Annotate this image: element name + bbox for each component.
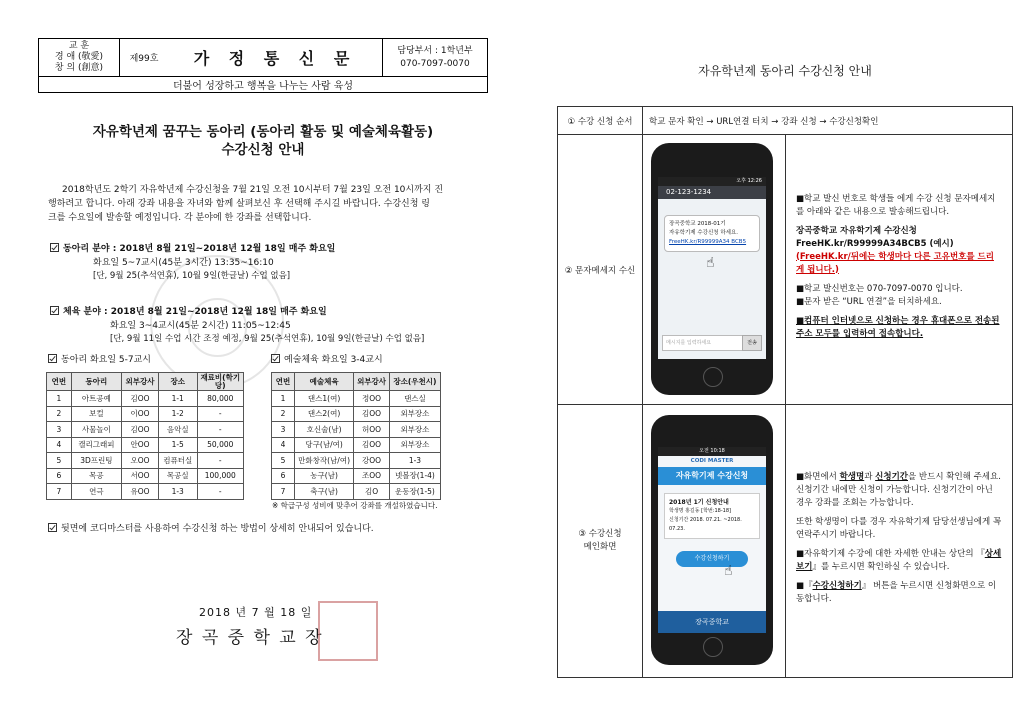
desc-text: ■학교 발신번호는 070-7097-0070 입니다. — [796, 283, 963, 294]
back-note-text: 뒷면에 코디마스터를 사용하여 수강신청 하는 방법이 상세히 안내되어 있습니다. — [61, 524, 374, 534]
signup-guide-table — [557, 106, 1013, 678]
table-cell: 1-2 — [158, 406, 197, 422]
step1-label: ① 수강 신청 순서 — [558, 107, 643, 135]
step3-description — [786, 405, 1013, 678]
desc-fragment: ■자유학기제 수강에 대한 자세한 안내는 상단의 『 — [796, 548, 985, 559]
table-cell: 1-3 — [389, 453, 440, 469]
table-cell: 7 — [272, 484, 295, 500]
table-cell: 1 — [47, 391, 72, 407]
checkbox-icon — [48, 354, 57, 363]
step3-label — [558, 405, 643, 678]
phone-screen — [658, 447, 766, 633]
desc-fragment: ■화면에서 — [796, 471, 840, 482]
period-row — [669, 516, 755, 534]
table-row — [272, 437, 441, 453]
table-cell: 유OO — [122, 484, 159, 500]
table-cell: 5 — [272, 453, 295, 469]
sms-bubble — [664, 215, 760, 252]
table-cell: 댄스2(여) — [294, 406, 353, 422]
desc-fragment: 』 버튼을 누르시면 신청화면으로 이동합니다. — [796, 580, 997, 604]
contact-info — [383, 39, 488, 77]
department: 담당부서 : 1학년부 — [397, 45, 473, 56]
table-cell: 강OO — [354, 453, 390, 469]
column-header: 외부강사 — [122, 373, 159, 391]
step3-phone-cell — [643, 405, 786, 678]
table-cell: 허OO — [354, 422, 390, 438]
intro-line: 크를 수요일에 발송할 예정입니다. 각 분야에 한 강좌를 선택합니다. — [48, 213, 312, 223]
step-row — [558, 405, 1013, 678]
principal-name: 장 곡 중 학 교 장 — [176, 628, 324, 648]
card-title: 2018년 1기 신청안내 — [669, 499, 729, 506]
newsletter-title: 가 정 통 신 문 — [168, 39, 383, 77]
table-row — [47, 484, 244, 500]
desc-fragment: ■『 — [796, 580, 813, 591]
send-button[interactable]: 전송 — [742, 335, 762, 351]
table-cell: 100,000 — [197, 468, 243, 484]
intro-line: 행하려고 합니다. 아래 강좌 내용을 자녀와 함께 살펴보신 후 선택해 주시길 바랍니다. 수강신청 링 — [48, 199, 430, 209]
arts-pe-table — [271, 372, 441, 500]
table-cell: 목공실 — [158, 468, 197, 484]
sms-link[interactable]: FreeHK.kr/R99999A34 BCB5 — [669, 239, 747, 245]
table-row — [47, 468, 244, 484]
desc-fragment: 을 반드시 확인해 주세요. 신청기간 내에만 신청이 가능합니다. 신청기간이 아닌 경우 강좌를 조회는 가능합니다. — [796, 471, 1001, 508]
table-cell: 아트공예 — [71, 391, 121, 407]
table1-title-text: 동아리 화요일 5-7교시 — [61, 355, 151, 365]
phone-mockup-main — [651, 415, 773, 665]
issue-number: 제99호 — [120, 39, 169, 77]
step3-label-line: ③ 수강신청 — [578, 529, 622, 539]
table-header-row — [47, 373, 244, 391]
desc-fragment: 과 — [864, 471, 876, 482]
column-header: 재료비(학기당) — [197, 373, 243, 391]
table-cell: 사물놀이 — [71, 422, 121, 438]
table-cell: 음악실 — [158, 422, 197, 438]
desc-emphasis: 수강신청하기 — [812, 580, 862, 591]
table-cell: 3 — [47, 422, 72, 438]
pe-note: [단, 9월 11일 수업 시간 조정 예정, 9월 25(추석연휴), 10월 9일(한글날) 수업 없음] — [110, 334, 425, 344]
table-row — [47, 422, 244, 438]
column-header: 동아리 — [71, 373, 121, 391]
phone-screen — [658, 177, 766, 359]
step-row — [558, 107, 1013, 135]
main-title: 자유학년제 꿈꾸는 동아리 (동아리 활동 및 예술체육활동) — [92, 124, 434, 140]
table-cell: 1 — [272, 391, 295, 407]
sms-text: 장곡중학교 2018-01기 — [669, 221, 726, 227]
phone-mockup-sms — [651, 143, 773, 395]
checkbox-icon — [50, 243, 59, 252]
table-cell: 안OO — [122, 437, 159, 453]
table-cell: 1-3 — [158, 484, 197, 500]
table-row — [272, 422, 441, 438]
table-row — [47, 437, 244, 453]
club-heading — [50, 242, 490, 256]
desc-emphasis: 상세보기 — [796, 548, 1002, 572]
info-card — [664, 493, 760, 539]
step2-description — [786, 135, 1013, 405]
table-cell: 김OO — [354, 406, 390, 422]
desc-warning: (FreeHK.kr/뒤에는 학생마다 다른 고유번호를 드리게 됩니다.) — [796, 251, 994, 275]
table-cell: 김OO — [354, 437, 390, 453]
school-footer: 장곡중학교 — [658, 611, 766, 633]
table-cell: 넷볼장(1-4) — [389, 468, 440, 484]
checkbox-icon — [50, 306, 59, 315]
checkbox-icon — [48, 523, 57, 532]
column-header: 연번 — [47, 373, 72, 391]
table-cell: 댄스1(여) — [294, 391, 353, 407]
guide-title: 자유학년제 동아리 수강신청 안내 — [698, 64, 872, 78]
app-banner: 자유학기제 수강신청 — [658, 467, 766, 485]
hand-pointer-icon: ☝ — [724, 563, 733, 579]
table-cell: 김O — [354, 484, 390, 500]
table2-note: ※ 학급구성 성비에 맞추어 강좌를 개설하였습니다. — [272, 501, 438, 510]
table-cell: 6 — [47, 468, 72, 484]
pe-heading — [50, 305, 490, 319]
intro-line: 2018학년도 2학기 자유학년제 수강신청을 7월 21일 오전 10시부터 7월 23일 오전 10시까지 진 — [62, 185, 444, 195]
table-cell: 4 — [272, 437, 295, 453]
table-header-row — [272, 373, 441, 391]
official-seal-stamp — [318, 601, 378, 661]
table-row — [272, 468, 441, 484]
club-section — [50, 242, 490, 283]
table-cell: 당구(남/여) — [294, 437, 353, 453]
table-cell: 서OO — [122, 468, 159, 484]
table-cell: 보컬 — [71, 406, 121, 422]
step2-label: ② 문자메세지 수신 — [558, 135, 643, 405]
table-cell: - — [197, 484, 243, 500]
home-button — [703, 367, 723, 387]
student-value: 홍길동 [학번:18-18] — [685, 508, 731, 514]
table-cell: - — [197, 406, 243, 422]
table-cell: 연극 — [71, 484, 121, 500]
main-subtitle: 수강신청 안내 — [221, 142, 305, 158]
table1-title — [48, 353, 151, 367]
intro-paragraph — [48, 183, 488, 225]
school-motto — [39, 39, 120, 77]
table-row — [272, 453, 441, 469]
table-cell: 외부장소 — [389, 406, 440, 422]
table-cell: 호신술(남) — [294, 422, 353, 438]
home-button — [703, 637, 723, 657]
table-cell: 6 — [272, 468, 295, 484]
table-cell: 농구(남) — [294, 468, 353, 484]
desc-fragment: 』를 누르시면 확인하실 수 있습니다. — [812, 561, 950, 572]
status-bar: 오전 10:18 — [658, 447, 766, 456]
table-cell: 오OO — [122, 453, 159, 469]
table-cell: 조OO — [354, 468, 390, 484]
table-row — [272, 484, 441, 500]
status-bar: 오후 12:26 — [658, 177, 766, 186]
desc-text: ■학교 발신 번호로 학생들 에게 수강 신청 문자메세지를 아래와 같은 내용으로 발송해드립니다. — [796, 193, 996, 217]
sms-text: 자유학기제 수강신청 하세요. — [669, 230, 739, 236]
phone-number: 070-7097-0070 — [400, 58, 470, 69]
table-cell: - — [197, 422, 243, 438]
table-cell: 정OO — [354, 391, 390, 407]
desc-emphasis: 신청기간 — [875, 471, 908, 482]
column-header: 외부강사 — [354, 373, 390, 391]
table2-title-text: 예술체육 화요일 3-4교시 — [284, 355, 383, 365]
table-row — [272, 406, 441, 422]
table-cell: 이OO — [122, 406, 159, 422]
step1-content: 학교 문자 확인 → URL연결 터치 → 강좌 신청 → 수강신청확인 — [643, 107, 1013, 135]
column-header: 예술체육 — [294, 373, 353, 391]
table-row — [47, 453, 244, 469]
pe-time: 화요일 3~4교시(45분 2시간) 11:05~12:45 — [110, 321, 291, 331]
table-cell: 외부장소 — [389, 437, 440, 453]
table-row — [47, 406, 244, 422]
step2-phone-cell — [643, 135, 786, 405]
apply-button[interactable]: 수강신청하기 — [676, 551, 748, 567]
desc-bold: 장곡중학교 자유학기제 수강신청 — [796, 225, 917, 236]
table-cell: 3 — [272, 422, 295, 438]
student-label: 학생명 — [669, 508, 684, 514]
student-row — [669, 507, 755, 516]
table-cell: 김OO — [122, 391, 159, 407]
back-page-note — [48, 522, 488, 536]
table-cell: 4 — [47, 437, 72, 453]
step3-label-line: 메인화면 — [583, 542, 617, 552]
message-input[interactable]: 메시지를 입력하세요 — [662, 335, 745, 351]
table-cell: 만화창작(남/여) — [294, 453, 353, 469]
desc-text — [796, 580, 1002, 606]
desc-emphasis: 학생명 — [839, 471, 865, 482]
motto-line: 교 훈 — [68, 41, 90, 51]
column-header: 장소 — [158, 373, 197, 391]
newsletter-header — [38, 38, 488, 93]
hand-pointer-icon: ☝ — [706, 255, 715, 271]
motto-line: 창 의 (創意) — [54, 63, 104, 73]
column-header: 장소(우천시) — [389, 373, 440, 391]
codi-master-logo: CODI MASTER — [690, 458, 734, 464]
issue-date: 2018 년 7 월 18 일 — [199, 606, 313, 619]
desc-text — [796, 548, 1002, 574]
table-cell: 컴퓨터실 — [158, 453, 197, 469]
table-cell: - — [197, 453, 243, 469]
club-table — [46, 372, 244, 500]
table-cell: 캘리그래피 — [71, 437, 121, 453]
table-cell: 7 — [47, 484, 72, 500]
table-cell: 5 — [47, 453, 72, 469]
desc-example-url: FreeHK.kr/R99999A34BCB5 (예시) — [796, 238, 954, 249]
table2-title — [271, 353, 383, 367]
table-cell: 3D프린팅 — [71, 453, 121, 469]
column-header: 연번 — [272, 373, 295, 391]
table-cell: 외부장소 — [389, 422, 440, 438]
table-row — [47, 391, 244, 407]
club-time: 화요일 5~7교시(45분 3시간) 13:35~16:10 — [93, 258, 274, 268]
desc-text: ■컴퓨터 인터넷으로 신청하는 경우 휴대폰으로 전송된 주소 모두를 입력하여 접속합니다. — [796, 315, 1000, 339]
period-value: 2018. 07.21. ~2018. 07.23. — [669, 517, 742, 532]
pe-heading-text: 체육 분야 : 2018년 8월 21일~2018년 12월 18일 매주 화요일 — [63, 307, 327, 317]
checkbox-icon — [271, 354, 280, 363]
school-slogan: 더불어 성장하고 행복을 나누는 사람 육성 — [39, 77, 488, 93]
table-cell: 2 — [47, 406, 72, 422]
table-cell: 댄스실 — [389, 391, 440, 407]
club-note: [단, 9월 25(추석연휴), 10월 9일(한글날) 수업 없음] — [93, 271, 291, 281]
desc-text: ■문자 받은 “URL 연결”을 터치하세요. — [796, 296, 942, 307]
table-cell: 목공 — [71, 468, 121, 484]
desc-text — [796, 471, 1002, 510]
table-cell: 축구(남) — [294, 484, 353, 500]
motto-line: 경 애 (敬愛) — [54, 52, 104, 62]
pe-section — [50, 305, 490, 346]
step-row — [558, 135, 1013, 405]
club-heading-text: 동아리 분야 : 2018년 8월 21일~2018년 12월 18일 매주 화요일 — [63, 244, 336, 254]
period-label: 신청기간 — [669, 517, 689, 523]
table-cell: 1-5 — [158, 437, 197, 453]
table-cell: 1-1 — [158, 391, 197, 407]
table-cell: 2 — [272, 406, 295, 422]
table-cell: 80,000 — [197, 391, 243, 407]
desc-text: 또한 학생명이 다를 경우 자유학기제 담당선생님에게 꼭 연락주시기 바랍니다. — [796, 516, 1002, 540]
table-cell: 김OO — [122, 422, 159, 438]
table-cell: 50,000 — [197, 437, 243, 453]
sms-sender-number: 02-123-1234 — [658, 186, 766, 199]
table-cell: 운동장(1-5) — [389, 484, 440, 500]
table-row — [272, 391, 441, 407]
